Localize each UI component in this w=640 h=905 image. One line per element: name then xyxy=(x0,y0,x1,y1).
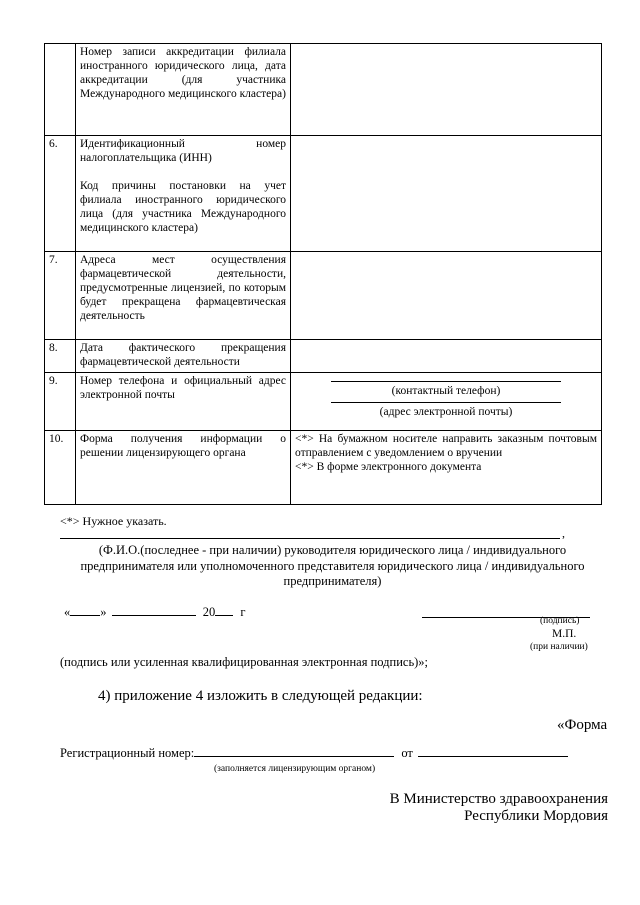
row-label: Дата фактического прекращения фармацевтической деятельности xyxy=(76,340,291,373)
date-month-line[interactable] xyxy=(112,615,196,616)
date-day-line[interactable] xyxy=(70,615,100,616)
signature-caption: (подпись) xyxy=(540,616,580,626)
stamp-note: (при наличии) xyxy=(530,642,588,652)
row-label: Форма получения информации о решении лицензирующего органа xyxy=(76,431,291,505)
date-field xyxy=(64,605,246,620)
paper-option[interactable]: <*> На бумажном носителе направить заказным почтовым отправлением с уведомлением о вручении xyxy=(295,433,597,459)
row-number: 8. xyxy=(45,340,76,373)
electronic-option[interactable]: <*> В форме электронного документа xyxy=(295,461,482,473)
row-number: 10. xyxy=(45,431,76,505)
stamp-label: М.П. xyxy=(552,628,577,640)
table-row xyxy=(45,373,602,431)
date-open-quote: « xyxy=(64,605,71,619)
row-value[interactable] xyxy=(291,252,602,340)
date-year: 20 xyxy=(202,605,216,619)
row-number: 7. xyxy=(45,252,76,340)
row-value[interactable] xyxy=(291,44,602,136)
table-row xyxy=(45,252,602,340)
row-label xyxy=(76,136,291,252)
registration-date-line[interactable] xyxy=(418,756,568,757)
inn-label: Идентификационный номер налогоплательщика (ИНН) xyxy=(80,138,286,164)
amendment-text: 4) приложение 4 изложить в следующей редакции: xyxy=(98,688,423,704)
signer-caption: (Ф.И.О.(последнее - при наличии) руководителя юридического лица / индивидуального предпринимателя или уполномоченного представителя юридического лица / индивидуального предпринимателя) xyxy=(80,543,585,588)
date-close-quote: » xyxy=(100,605,107,619)
registration-number-line[interactable] xyxy=(194,756,394,757)
signer-comma: , xyxy=(562,526,565,540)
table-row xyxy=(45,136,602,252)
registration-label: Регистрационный номер: xyxy=(60,746,195,760)
row-label: Номер телефона и официальный адрес электронной почты xyxy=(76,373,291,431)
registration-field xyxy=(60,746,568,761)
phone-caption: (контактный телефон) xyxy=(391,385,501,397)
row-value xyxy=(291,373,602,431)
addressee-line-1: В Министерство здравоохранения xyxy=(389,791,608,807)
row-number: 9. xyxy=(45,373,76,431)
date-year-line[interactable] xyxy=(215,615,233,616)
email-line[interactable] xyxy=(331,402,561,403)
table-row xyxy=(45,431,602,505)
phone-line[interactable] xyxy=(331,381,561,382)
addressee-line-2: Республики Мордовия xyxy=(464,808,608,824)
table-row xyxy=(45,340,602,373)
addressee xyxy=(390,791,608,825)
registration-caption: (заполняется лицензирующим органом) xyxy=(214,764,376,774)
form-title: «Форма xyxy=(557,717,608,733)
row-value[interactable] xyxy=(291,340,602,373)
row-value xyxy=(291,431,602,505)
row-number xyxy=(45,44,76,136)
email-caption: (адрес электронной почты) xyxy=(379,406,513,418)
date-g: г xyxy=(240,605,246,619)
table-row xyxy=(45,44,602,136)
registration-from: от xyxy=(401,746,413,760)
kpp-label: Код причины постановки на учет филиала иностранного юридического лица (для участника Международного медицинского кластера) xyxy=(80,180,286,234)
row-label: Номер записи аккредитации филиала иностранного юридического лица, дата аккредитации (для участника Международного медицинского кластера) xyxy=(76,44,291,136)
footnote: <*> Нужное указать. xyxy=(60,514,167,528)
row-number: 6. xyxy=(45,136,76,252)
row-value[interactable] xyxy=(291,136,602,252)
form-table xyxy=(44,43,602,505)
signature-note: (подпись или усиленная квалифицированная электронная подпись)»; xyxy=(60,655,429,669)
signer-name-line[interactable] xyxy=(60,524,560,539)
row-label: Адреса мест осуществления фармацевтической деятельности, предусмотренные лицензией, по которым будет прекращена фармацевтическая деятельность xyxy=(76,252,291,340)
